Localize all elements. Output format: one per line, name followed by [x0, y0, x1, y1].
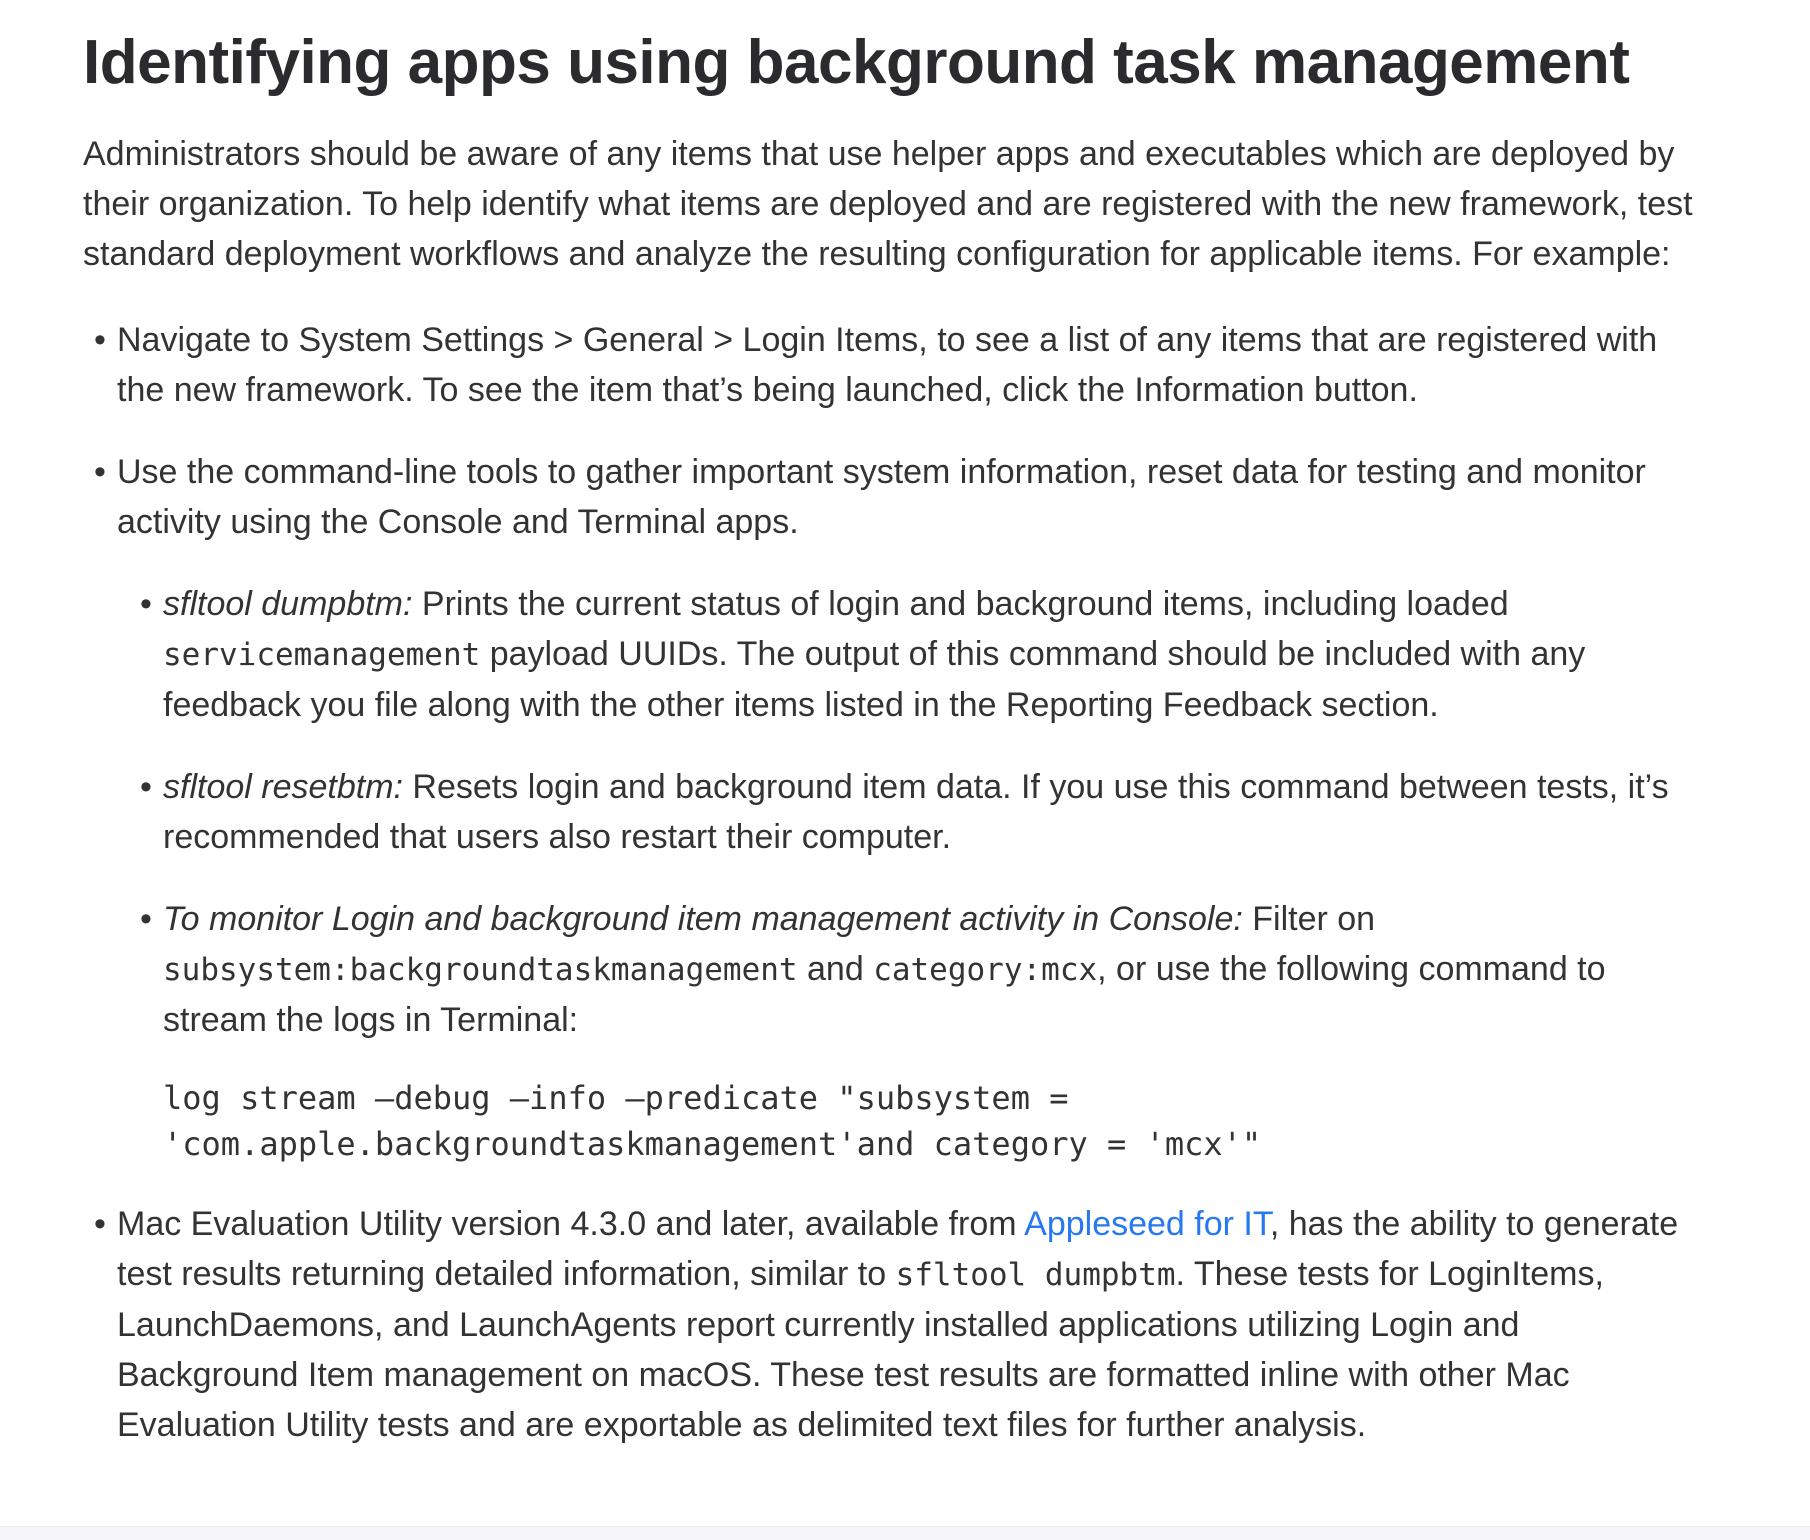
term-italic: To monitor Login and background item management activity in Console:	[163, 900, 1243, 939]
bullet-list	[83, 315, 1710, 1450]
list-item-text: Prints the current status of login and background items, including loaded	[412, 585, 1509, 624]
term-italic: sfltool resetbtm:	[163, 768, 403, 807]
inline-code: category:mcx	[873, 952, 1098, 989]
list-item-sfltool-dumpbtm	[117, 579, 1710, 730]
list-item-text: and	[797, 950, 874, 989]
list-item-text: Use the command-line tools to gather important system information, reset data for testing and monitor activity using the Console and Terminal apps.	[117, 453, 1646, 542]
appleseed-for-it-link[interactable]: Appleseed for IT	[1024, 1205, 1270, 1244]
list-item-text: payload UUIDs. The output of this command should be included with any feedback you file along with the other items listed in the Reporting Feedback section.	[163, 635, 1586, 725]
inline-code: sfltool dumpbtm	[895, 1257, 1176, 1294]
code-line: log stream —debug —info —predicate "subsystem =	[163, 1079, 1069, 1118]
footer-divider	[0, 1526, 1810, 1540]
list-item-text: Filter on	[1242, 900, 1376, 939]
inline-code: subsystem:backgroundtaskmanagement	[163, 952, 798, 989]
inline-code: servicemanagement	[163, 637, 481, 674]
list-item-text: Resets login and background item data. If you use this command between tests, it’s recommended that users also restart their computer.	[163, 768, 1669, 857]
list-item-text: , or use the following command to stream the logs in Terminal:	[163, 950, 1606, 1040]
list-item-text: Mac Evaluation Utility version 4.3.0 and later, available from	[117, 1205, 1025, 1244]
page-title: Identifying apps using background task management	[83, 28, 1630, 97]
list-item-command-line-tools	[83, 447, 1710, 1167]
list-item-sfltool-resetbtm	[117, 762, 1710, 862]
list-item-mac-evaluation-utility	[83, 1199, 1710, 1450]
term-italic: sfltool dumpbtm:	[163, 585, 413, 624]
code-line: 'com.apple.backgroundtaskmanagement'and category = 'mcx'"	[163, 1125, 1262, 1164]
nested-bullet-list	[117, 579, 1710, 1167]
code-block	[163, 1075, 1710, 1167]
list-item-text: , has the ability to generate test results returning detailed information, similar to	[117, 1205, 1679, 1294]
list-item-navigate	[83, 315, 1710, 415]
intro-paragraph: Administrators should be aware of any items that use helper apps and executables which are deployed by their organization. To help identify what items are deployed and are registered with the new framework, test standard deployment workflows and analyze the resulting configuration for applicable items. For example:	[83, 135, 1693, 274]
list-item-text: . These tests for LoginItems, LaunchDaemons, and LaunchAgents report currently installed applications utilizing Login and Background Item management on macOS. These test results are formatted inline with other Mac Evaluation Utility tests and are exportable as delimited text files for further analysis.	[117, 1255, 1604, 1445]
list-item-monitor-console	[117, 894, 1710, 1167]
list-item-text: Navigate to System Settings > General > Login Items, to see a list of any items that are registered with the new framework. To see the item that’s being launched, click the Information button.	[117, 321, 1658, 410]
